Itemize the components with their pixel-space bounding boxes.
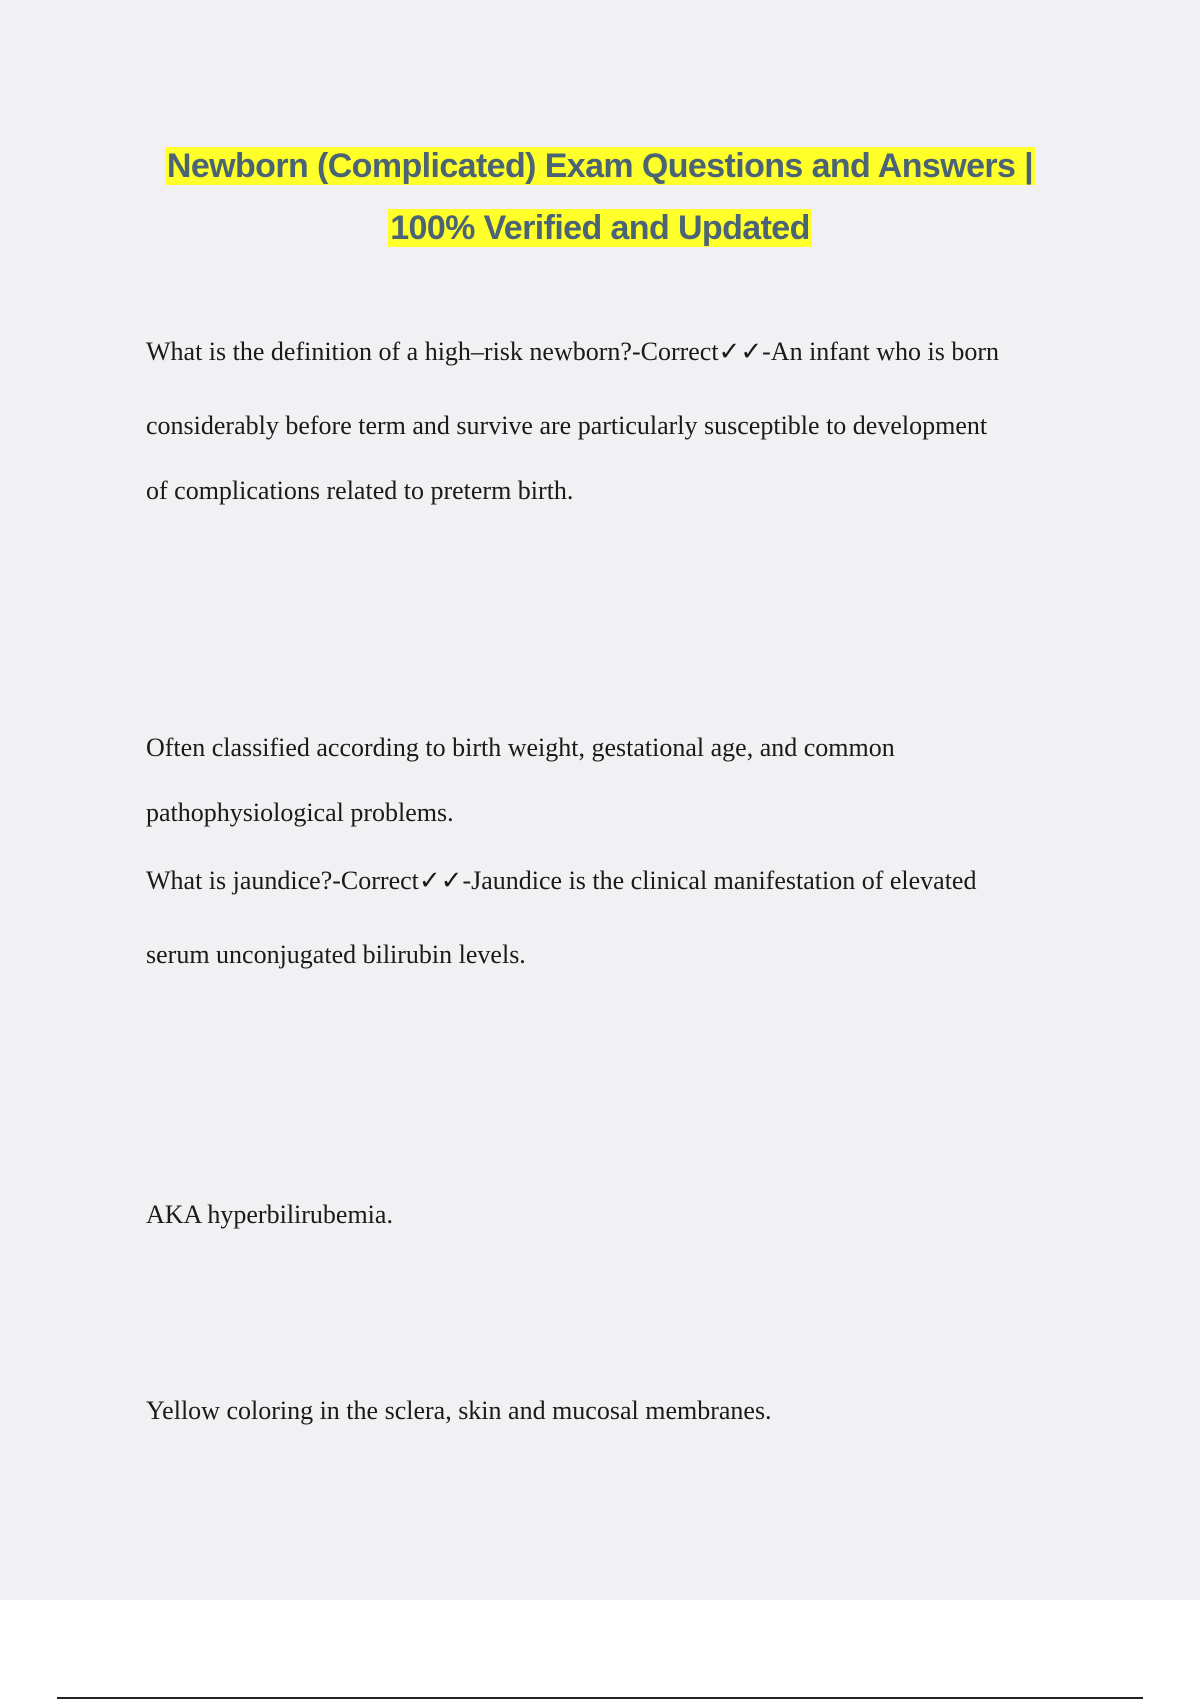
question-2-line-2: serum unconjugated bilirubin levels. [146, 940, 526, 969]
question-1-line-2: considerably before term and survive are particularly susceptible to development [146, 411, 988, 440]
answer-2-note: AKA hyperbilirubemia. [146, 1200, 393, 1229]
title-highlight: Newborn (Complicated) Exam Questions and Answers | [166, 147, 1034, 185]
document-title-line-2 [0, 207, 1200, 249]
answer-1-continuation-line-1: Often classified according to birth weight, gestational age, and common [146, 733, 895, 762]
footer-divider [57, 1697, 1143, 1699]
answer-2-detail: Yellow coloring in the sclera, skin and mucosal membranes. [146, 1396, 772, 1425]
question-1-line-3: of complications related to preterm birth. [146, 476, 574, 505]
title-highlight: 100% Verified and Updated [390, 209, 810, 247]
question-2-line-1: What is jaundice?-Correct✓✓-Jaundice is the clinical manifestation of elevated [146, 866, 977, 895]
document-title-line-1 [0, 145, 1200, 187]
answer-1-continuation-line-2: pathophysiological problems. [146, 798, 454, 827]
question-1-line-1: What is the definition of a high–risk newborn?-Correct✓✓-An infant who is born [146, 337, 999, 366]
